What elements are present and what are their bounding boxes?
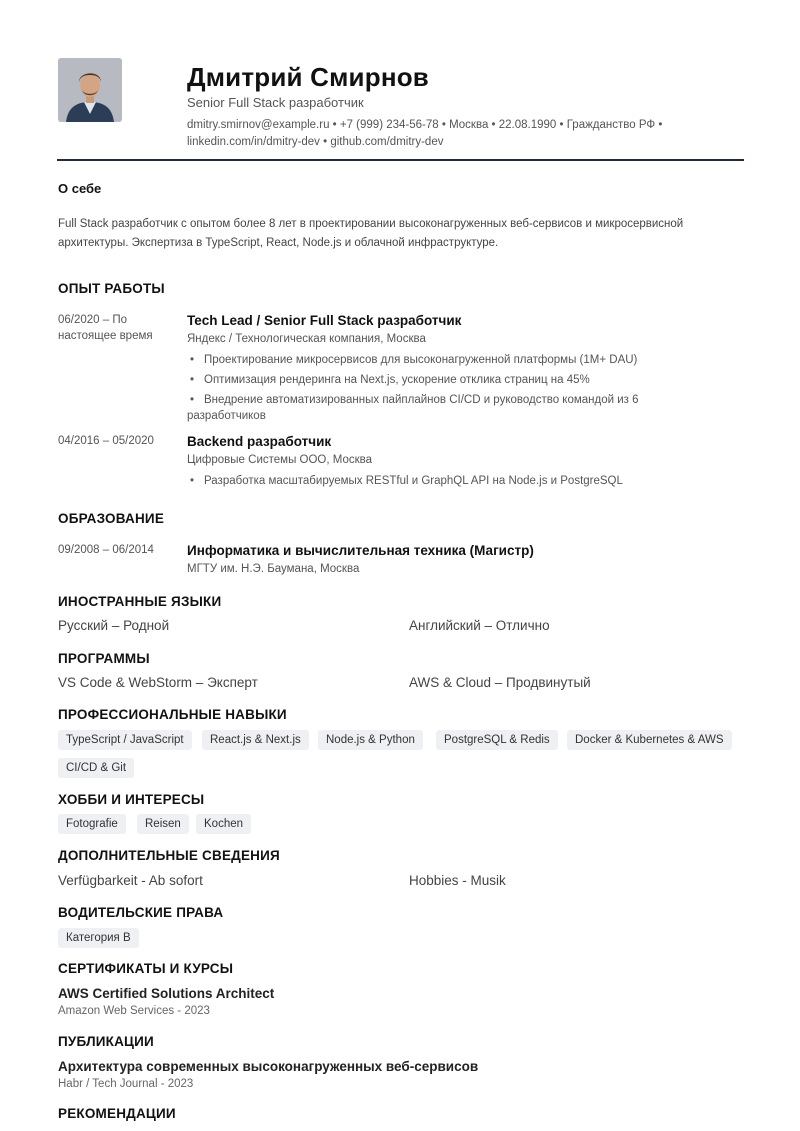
additional-item: Hobbies - Musik xyxy=(409,873,506,888)
job-company: Цифровые Системы ООО, Москва xyxy=(187,454,373,466)
list-item-continuation: разработчиков xyxy=(187,410,266,422)
recommendations-heading: РЕКОМЕНДАЦИИ xyxy=(58,1106,176,1121)
skill-tag: Node.js & Python xyxy=(318,730,423,750)
job-company: Яндекс / Технологическая компания, Москва xyxy=(187,333,426,345)
avatar xyxy=(58,58,122,122)
header-divider xyxy=(57,159,744,161)
software-item: AWS & Cloud – Продвинутый xyxy=(409,675,591,690)
job-bullets xyxy=(187,473,687,493)
certificate-issuer: Amazon Web Services - 2023 xyxy=(58,1005,210,1017)
contact-line: dmitry.smirnov@example.ru • +7 (999) 234-56-78 • Москва • 22.08.1990 • Гражданство РФ • xyxy=(187,119,663,131)
job-date xyxy=(58,433,178,449)
publications-heading: ПУБЛИКАЦИИ xyxy=(58,1034,154,1049)
contact-info xyxy=(187,117,747,151)
software-item: VS Code & WebStorm – Эксперт xyxy=(58,675,258,690)
candidate-role: Senior Full Stack разработчик xyxy=(187,95,364,110)
job-date-line: 04/2016 – 05/2020 xyxy=(58,435,154,447)
education-heading: ОБРАЗОВАНИЕ xyxy=(58,511,165,526)
publication-name: Архитектура современных высоконагруженных веб-сервисов xyxy=(58,1059,479,1074)
list-item: • Проектирование микросервисов для высоконагруженной платформы (1M+ DAU) xyxy=(190,354,638,366)
license-tag: Категория B xyxy=(58,928,139,948)
languages-heading: ИНОСТРАННЫЕ ЯЗЫКИ xyxy=(58,594,222,609)
hobby-tag: Kochen xyxy=(196,814,251,834)
publication-source: Habr / Tech Journal - 2023 xyxy=(58,1078,194,1090)
skill-tag: CI/CD & Git xyxy=(58,758,134,778)
about-text-line: Full Stack разработчик с опытом более 8 лет в проектировании высоконагруженных веб-сервисов и микросервисной xyxy=(58,218,684,230)
education-degree: Информатика и вычислительная техника (Магистр) xyxy=(187,543,534,558)
skill-tag: TypeScript / JavaScript xyxy=(58,730,192,750)
certificates-heading: СЕРТИФИКАТЫ И КУРСЫ xyxy=(58,961,234,976)
job-title: Backend разработчик xyxy=(187,434,332,449)
skill-tag: Docker & Kubernetes & AWS xyxy=(567,730,732,750)
about-heading: О себе xyxy=(58,181,102,196)
hobbies-heading: ХОББИ И ИНТЕРЕСЫ xyxy=(58,792,205,807)
language-item: Русский – Родной xyxy=(58,618,170,633)
job-date xyxy=(58,312,178,344)
hobby-tag: Fotografie xyxy=(58,814,126,834)
hobby-tag: Reisen xyxy=(137,814,189,834)
education-school: МГТУ им. Н.Э. Баумана, Москва xyxy=(187,563,360,575)
candidate-name: Дмитрий Смирнов xyxy=(187,62,429,92)
job-bullets xyxy=(187,352,687,428)
certificate-name: AWS Certified Solutions Architect xyxy=(58,986,275,1001)
skills-heading: ПРОФЕССИОНАЛЬНЫЕ НАВЫКИ xyxy=(58,707,287,722)
list-item: • Разработка масштабируемых RESTful и GraphQL API на Node.js и PostgreSQL xyxy=(190,475,623,487)
skill-tag: PostgreSQL & Redis xyxy=(436,730,558,750)
list-item: • Оптимизация рендеринга на Next.js, ускорение отклика страниц на 45% xyxy=(190,374,590,386)
education-date: 09/2008 – 06/2014 xyxy=(58,544,154,556)
job-title: Tech Lead / Senior Full Stack разработчик xyxy=(187,313,462,328)
experience-heading: ОПЫТ РАБОТЫ xyxy=(58,281,165,296)
profile-photo xyxy=(58,58,122,122)
language-item: Английский – Отлично xyxy=(409,618,550,633)
additional-heading: ДОПОЛНИТЕЛЬНЫЕ СВЕДЕНИЯ xyxy=(58,848,280,863)
license-heading: ВОДИТЕЛЬСКИЕ ПРАВА xyxy=(58,905,224,920)
about-text xyxy=(58,215,748,253)
contact-line: linkedin.com/in/dmitry-dev • github.com/dmitry-dev xyxy=(187,136,444,148)
additional-item: Verfügbarkeit - Ab sofort xyxy=(58,873,203,888)
job-date-line: настоящее время xyxy=(58,330,153,342)
job-date-line: 06/2020 – По xyxy=(58,314,128,326)
about-text-line: архитектуры. Экспертиза в TypeScript, React, Node.js и облачной инфраструктуре. xyxy=(58,237,499,249)
skill-tag: React.js & Next.js xyxy=(202,730,309,750)
list-item: • Внедрение автоматизированных пайплайнов CI/CD и руководство командой из 6 xyxy=(190,394,639,406)
software-heading: ПРОГРАММЫ xyxy=(58,651,150,666)
